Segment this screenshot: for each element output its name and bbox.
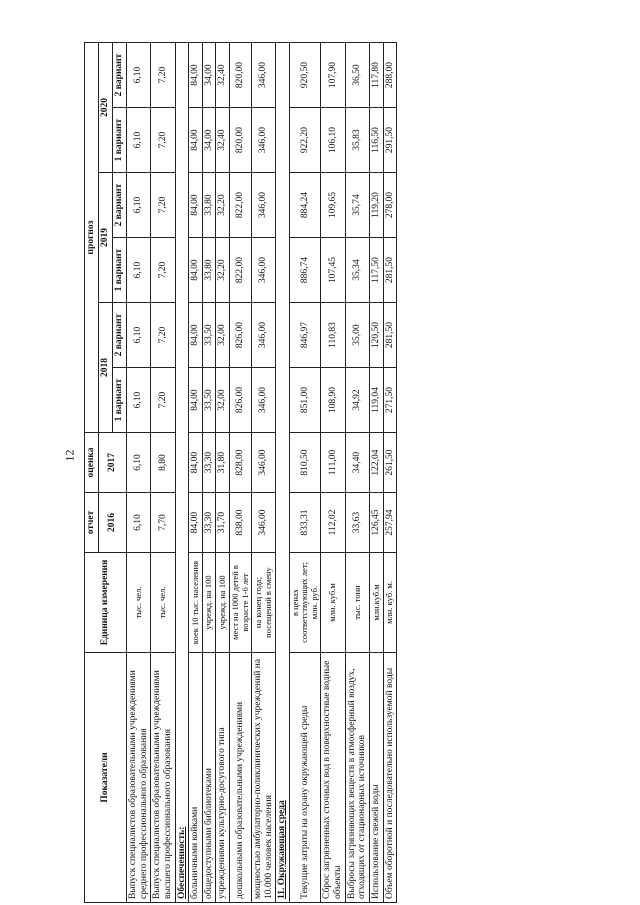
value-cell: 271,50 (383, 368, 397, 433)
table-row (289, 43, 321, 903)
value-cell: 32,20 (216, 238, 230, 303)
value-cell: 35,34 (345, 238, 369, 303)
value-cell: 7,20 (151, 173, 175, 238)
value-cell: 106,10 (321, 108, 345, 173)
indicator-cell: Сброс загрязненных сточных вод в поверхностные водные объекты (321, 653, 345, 903)
table-row (230, 43, 252, 903)
value-cell: 117,50 (369, 238, 383, 303)
header-year-2016: 2016 (99, 493, 127, 553)
value-cell: 6,10 (127, 43, 151, 108)
value-cell: 32,20 (216, 173, 230, 238)
value-cell: 346,00 (252, 368, 276, 433)
value-cell: 826,00 (230, 368, 252, 433)
value-cell: 31,80 (216, 433, 230, 493)
header-report: отчет (85, 493, 99, 553)
value-cell: 6,10 (127, 173, 151, 238)
unit-cell: учрежд. на 100 (216, 553, 230, 653)
value-cell: 6,10 (127, 493, 151, 553)
table-row (202, 43, 216, 903)
unit-cell: тыс. чел. (151, 553, 175, 653)
table-row (369, 43, 383, 903)
value-cell: 7,20 (151, 368, 175, 433)
value-cell: 31,70 (216, 493, 230, 553)
value-cell: 7,20 (151, 238, 175, 303)
value-cell: 346,00 (252, 173, 276, 238)
value-cell: 884,24 (289, 173, 321, 238)
value-cell: 119,04 (369, 368, 383, 433)
value-cell: 116,50 (369, 108, 383, 173)
table-row (127, 43, 151, 903)
value-cell: 7,20 (151, 303, 175, 368)
rotated-table-frame (84, 43, 484, 903)
header-estimate: оценка (85, 433, 99, 493)
value-cell: 7,70 (151, 493, 175, 553)
indicator-cell: учреждениями культурно-досугового типа (216, 653, 230, 903)
value-cell: 34,92 (345, 368, 369, 433)
value-cell: 33,30 (202, 493, 216, 553)
value-cell: 34,40 (345, 433, 369, 493)
indicator-cell: дошкольными образовательными учреждениями (230, 653, 252, 903)
value-cell: 36,50 (345, 43, 369, 108)
value-cell: 6,10 (127, 303, 151, 368)
indicator-cell: Выпуск специалистов образовательными учреждениями высшего профессионального образования (151, 653, 175, 903)
indicator-cell: Выбросы загрязняющих веществ в атмосферный воздух, отходящих от стационарных источников (345, 653, 369, 903)
unit-cell: тыс. чел. (127, 553, 151, 653)
header-year-2020: 2020 (99, 43, 113, 173)
value-cell: 261,50 (383, 433, 397, 493)
indicator-cell: общедоступными библиотеками (202, 653, 216, 903)
header-2019-variant-1: 1 вариант (113, 238, 127, 303)
table-row (252, 43, 276, 903)
value-cell: 886,74 (289, 238, 321, 303)
unit-cell: млн.куб.м (369, 553, 383, 653)
value-cell: 35,74 (345, 173, 369, 238)
value-cell: 34,00 (202, 43, 216, 108)
value-cell: 122,04 (369, 433, 383, 493)
value-cell: 84,00 (189, 108, 203, 173)
indicator-cell: больничными койками (189, 653, 203, 903)
value-cell: 32,40 (216, 108, 230, 173)
unit-cell: тыс. тонн (345, 553, 369, 653)
value-cell: 6,10 (127, 238, 151, 303)
header-2018-variant-1: 1 вариант (113, 368, 127, 433)
table-row (151, 43, 175, 903)
section-row (175, 43, 189, 903)
section-row (276, 43, 290, 903)
value-cell: 33,63 (345, 493, 369, 553)
unit-cell: на конец года; посещений в смену (252, 553, 276, 653)
value-cell: 7,20 (151, 43, 175, 108)
value-cell: 84,00 (189, 368, 203, 433)
unit-cell: млн. куб. м. (383, 553, 397, 653)
value-cell: 35,83 (345, 108, 369, 173)
value-cell: 828,00 (230, 433, 252, 493)
indicator-cell: Текущие затраты на охрану окружающей среды (289, 653, 321, 903)
value-cell: 112,02 (321, 493, 345, 553)
value-cell: 84,00 (189, 43, 203, 108)
indicator-cell: Выпуск специалистов образовательными учреждениями среднего профессионального образования (127, 653, 151, 903)
section-title: Обеспеченность: (175, 43, 189, 903)
value-cell: 838,00 (230, 493, 252, 553)
value-cell: 111,00 (321, 433, 345, 493)
header-unit: Единица измерения (85, 553, 127, 653)
forecast-table (84, 42, 397, 903)
value-cell: 32,00 (216, 368, 230, 433)
value-cell: 833,31 (289, 493, 321, 553)
value-cell: 33,80 (202, 173, 216, 238)
table-header (85, 43, 127, 903)
value-cell: 346,00 (252, 493, 276, 553)
header-year-2017: 2017 (99, 433, 127, 493)
value-cell: 32,40 (216, 43, 230, 108)
value-cell: 84,00 (189, 433, 203, 493)
value-cell: 107,90 (321, 43, 345, 108)
value-cell: 84,00 (189, 493, 203, 553)
value-cell: 920,50 (289, 43, 321, 108)
value-cell: 820,00 (230, 43, 252, 108)
table-row (345, 43, 369, 903)
header-year-2019: 2019 (99, 173, 113, 303)
value-cell: 278,00 (383, 173, 397, 238)
value-cell: 6,10 (127, 108, 151, 173)
value-cell: 6,10 (127, 368, 151, 433)
value-cell: 108,90 (321, 368, 345, 433)
value-cell: 822,00 (230, 238, 252, 303)
table-body (127, 43, 397, 903)
value-cell: 84,00 (189, 238, 203, 303)
header-2020-variant-2: 2 вариант (113, 43, 127, 108)
value-cell: 7,20 (151, 108, 175, 173)
value-cell: 120,50 (369, 303, 383, 368)
value-cell: 34,00 (202, 108, 216, 173)
header-forecast: прогноз (85, 43, 99, 433)
value-cell: 107,45 (321, 238, 345, 303)
value-cell: 84,00 (189, 303, 203, 368)
value-cell: 35,00 (345, 303, 369, 368)
value-cell: 33,50 (202, 368, 216, 433)
table-row (383, 43, 397, 903)
value-cell: 846,97 (289, 303, 321, 368)
value-cell: 922,20 (289, 108, 321, 173)
value-cell: 288,00 (383, 43, 397, 108)
unit-cell: коек 10 тыс. населения (189, 553, 203, 653)
header-2018-variant-2: 2 вариант (113, 303, 127, 368)
value-cell: 281,50 (383, 303, 397, 368)
table-row (321, 43, 345, 903)
unit-cell: мест на 1000 детей в возрасте 1-6 лет (230, 553, 252, 653)
value-cell: 826,00 (230, 303, 252, 368)
value-cell: 117,80 (369, 43, 383, 108)
indicator-cell: Объем оборотной и последовательно используемой воды (383, 653, 397, 903)
value-cell: 822,00 (230, 173, 252, 238)
value-cell: 32,00 (216, 303, 230, 368)
value-cell: 346,00 (252, 108, 276, 173)
value-cell: 346,00 (252, 433, 276, 493)
unit-cell: в ценах соответствующих лет; млн. руб. (289, 553, 321, 653)
value-cell: 33,50 (202, 303, 216, 368)
value-cell: 33,30 (202, 433, 216, 493)
value-cell: 109,65 (321, 173, 345, 238)
header-indicator: Показатели (85, 653, 127, 903)
page-number: 12 (62, 449, 77, 462)
value-cell: 119,20 (369, 173, 383, 238)
unit-cell: учрежд. на 100 (202, 553, 216, 653)
value-cell: 346,00 (252, 43, 276, 108)
value-cell: 291,50 (383, 108, 397, 173)
value-cell: 346,00 (252, 303, 276, 368)
value-cell: 8,80 (151, 433, 175, 493)
value-cell: 346,00 (252, 238, 276, 303)
value-cell: 820,00 (230, 108, 252, 173)
header-2020-variant-1: 1 вариант (113, 108, 127, 173)
header-2019-variant-2: 2 вариант (113, 173, 127, 238)
unit-cell: млн. куб.м (321, 553, 345, 653)
value-cell: 33,80 (202, 238, 216, 303)
value-cell: 810,50 (289, 433, 321, 493)
value-cell: 126,45 (369, 493, 383, 553)
table-row (189, 43, 203, 903)
value-cell: 281,50 (383, 238, 397, 303)
value-cell: 110,83 (321, 303, 345, 368)
value-cell: 6,10 (127, 433, 151, 493)
section-title: 11. Окружающая среда (276, 43, 290, 903)
indicator-cell: мощностью амбулаторно-поликлинических учреждений на 10.000 человек населения (252, 653, 276, 903)
value-cell: 257,94 (383, 493, 397, 553)
value-cell: 84,00 (189, 173, 203, 238)
value-cell: 851,00 (289, 368, 321, 433)
indicator-cell: Использование свежей воды (369, 653, 383, 903)
table-row (216, 43, 230, 903)
header-year-2018: 2018 (99, 303, 113, 433)
